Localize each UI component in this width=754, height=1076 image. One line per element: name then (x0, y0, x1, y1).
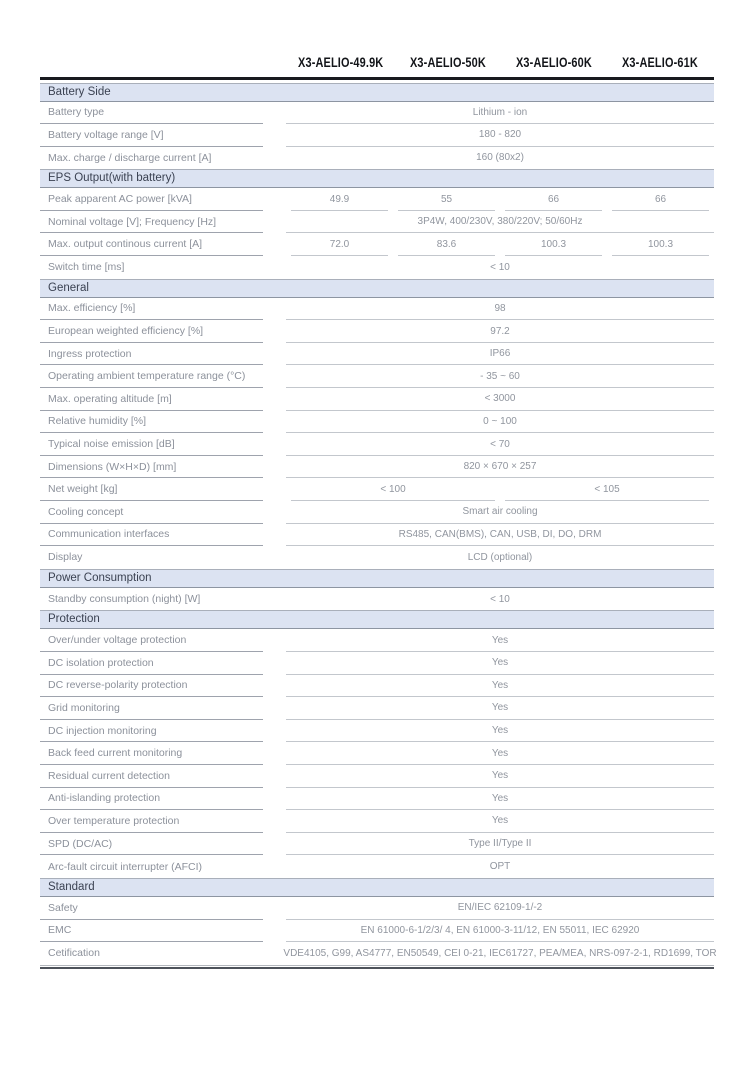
label-value-gap (263, 588, 286, 611)
row-values (286, 720, 714, 743)
row-label: DC reverse-polarity protection (40, 675, 263, 698)
row-values (286, 188, 714, 211)
value-cell: 820 × 670 × 257 (286, 456, 714, 479)
value-cell: Yes (286, 720, 714, 743)
label-value-gap (263, 524, 286, 547)
row-label: DC isolation protection (40, 652, 263, 675)
row-values (286, 456, 714, 479)
spec-row (40, 124, 714, 147)
value-cell: Yes (286, 652, 714, 675)
spec-row (40, 855, 714, 878)
value-cell: Yes (286, 765, 714, 788)
section-header: Battery Side (40, 83, 714, 102)
row-label: SPD (DC/AC) (40, 833, 263, 856)
spec-sheet-page (0, 52, 754, 1076)
table-body (40, 83, 717, 965)
value-cell: 3P4W, 400/230V, 380/220V; 50/60Hz (286, 211, 714, 234)
spec-row (40, 501, 714, 524)
spec-row (40, 942, 717, 965)
spec-row (40, 256, 714, 279)
row-values (286, 652, 714, 675)
spec-row (40, 433, 714, 456)
row-label: Cooling concept (40, 501, 263, 524)
row-values (286, 742, 714, 765)
row-values (286, 588, 714, 611)
model-name: X3-AELIO-60K (516, 54, 593, 70)
row-values (286, 675, 714, 698)
spec-row (40, 720, 714, 743)
row-label: DC injection monitoring (40, 720, 263, 743)
value-cell: < 3000 (286, 388, 714, 411)
value-cell: Lithium - ion (286, 102, 714, 125)
row-values (286, 102, 714, 125)
row-values (286, 433, 714, 456)
value-cell: 66 (612, 188, 709, 211)
value-cell: LCD (optional) (467, 551, 533, 563)
value-cell: Type II/Type II (286, 833, 714, 856)
row-values (286, 388, 714, 411)
row-label: EMC (40, 920, 263, 943)
row-values (286, 211, 714, 234)
label-value-gap (263, 124, 286, 147)
label-value-gap (263, 675, 286, 698)
label-value-gap (263, 188, 286, 211)
value-cell: 0 ~ 100 (286, 411, 714, 434)
model-name: X3-AELIO-49.9K (298, 54, 384, 70)
value-cell: 100.3 (612, 233, 709, 256)
value-cell: 55 (398, 188, 495, 211)
row-values (286, 855, 714, 878)
spec-row (40, 233, 714, 256)
label-value-gap (263, 788, 286, 811)
label-value-gap (263, 211, 286, 234)
value-cell: 98 (286, 298, 714, 321)
row-label: Ingress protection (40, 343, 263, 366)
row-label: Arc-fault circuit interrupter (AFCI) (48, 860, 203, 873)
spec-row (40, 102, 714, 125)
label-value-gap (263, 765, 286, 788)
row-label: Max. charge / discharge current [A] (48, 151, 212, 164)
spec-row (40, 788, 714, 811)
row-values (286, 524, 714, 547)
label-value-gap (263, 897, 286, 920)
spec-row (40, 546, 714, 569)
label-value-gap (263, 343, 286, 366)
section-header: Power Consumption (40, 569, 714, 588)
row-values (286, 833, 714, 856)
spec-row (40, 456, 714, 479)
label-value-gap (263, 501, 286, 524)
spec-row (40, 188, 714, 211)
label-value-gap (263, 652, 286, 675)
value-cell: < 10 (490, 261, 510, 273)
row-values (286, 629, 714, 652)
row-values (286, 501, 714, 524)
value-cell: 66 (505, 188, 602, 211)
row-values (286, 411, 714, 434)
spec-row (40, 652, 714, 675)
row-values (286, 256, 714, 279)
spec-row (40, 833, 714, 856)
row-label: Battery voltage range [V] (40, 124, 263, 147)
row-label: Max. operating altitude [m] (40, 388, 263, 411)
spec-row (40, 388, 714, 411)
value-cell: 72.0 (291, 233, 388, 256)
value-cell: RS485, CAN(BMS), CAN, USB, DI, DO, DRM (286, 524, 714, 547)
value-cell: 97.2 (286, 320, 714, 343)
value-cell: IP66 (286, 343, 714, 366)
row-label: Dimensions (W×H×D) [mm] (40, 456, 263, 479)
row-label: Relative humidity [%] (40, 411, 263, 434)
row-label: Switch time [ms] (48, 261, 125, 274)
value-cell: Yes (286, 742, 714, 765)
label-value-gap (263, 256, 286, 279)
label-value-gap (263, 456, 286, 479)
row-label: Typical noise emission [dB] (40, 433, 263, 456)
value-cell: Yes (286, 788, 714, 811)
label-value-gap (263, 810, 286, 833)
value-cell: 49.9 (291, 188, 388, 211)
table-bottom-rule (40, 965, 714, 969)
row-label: Residual current detection (40, 765, 263, 788)
spec-row (40, 211, 714, 234)
row-values (286, 320, 714, 343)
label-value-gap (263, 920, 286, 943)
label-value-gap (263, 629, 286, 652)
spec-row (40, 320, 714, 343)
value-cell: Smart air cooling (286, 501, 714, 524)
section-header: Standard (40, 878, 714, 897)
row-label: Battery type (40, 102, 263, 125)
label-value-gap (263, 298, 286, 321)
model-name: X3-AELIO-61K (622, 54, 699, 70)
label-value-gap (263, 233, 286, 256)
spec-row (40, 810, 714, 833)
row-values (283, 942, 717, 965)
row-label: Back feed current monitoring (40, 742, 263, 765)
row-values (286, 897, 714, 920)
row-values (286, 478, 714, 501)
row-values (286, 124, 714, 147)
row-label: Over temperature protection (40, 810, 263, 833)
label-value-gap (263, 320, 286, 343)
row-values (286, 147, 714, 170)
row-values (286, 233, 714, 256)
value-cell: 180 - 820 (286, 124, 714, 147)
value-cell: - 35 ~ 60 (286, 365, 714, 388)
row-values (286, 343, 714, 366)
spec-row (40, 343, 714, 366)
model-name: X3-AELIO-50K (410, 54, 487, 70)
value-cell: Yes (286, 810, 714, 833)
row-label: Grid monitoring (40, 697, 263, 720)
row-label: Peak apparent AC power [kVA] (40, 188, 263, 211)
section-header: General (40, 279, 714, 298)
row-label: Communication interfaces (40, 524, 263, 547)
model-header-row (286, 52, 713, 70)
spec-row (40, 365, 714, 388)
label-value-gap (263, 478, 286, 501)
table-top-rule (40, 77, 714, 80)
value-cell: EN 61000-6-1/2/3/ 4, EN 61000-3-11/12, EN 55011, IEC 62920 (286, 920, 714, 943)
label-value-gap (263, 147, 286, 170)
spec-table (40, 52, 717, 969)
row-label: Anti-islanding protection (40, 788, 263, 811)
spec-row (40, 742, 714, 765)
label-value-gap (263, 433, 286, 456)
row-values (286, 298, 714, 321)
value-cell: < 70 (286, 433, 714, 456)
label-value-gap (263, 546, 286, 569)
spec-row (40, 588, 714, 611)
spec-row (40, 675, 714, 698)
spec-row (40, 411, 714, 434)
row-values (286, 546, 714, 569)
spec-row (40, 920, 714, 943)
row-label: Nominal voltage [V]; Frequency [Hz] (40, 211, 263, 234)
spec-row (40, 524, 714, 547)
row-label: Net weight [kg] (40, 478, 263, 501)
value-cell: 160 (80x2) (476, 152, 524, 164)
value-cell: < 100 (291, 478, 495, 501)
label-value-gap (263, 855, 286, 878)
row-label: Standby consumption (night) [W] (48, 593, 201, 606)
row-label: Safety (40, 897, 263, 920)
value-cell: 83.6 (398, 233, 495, 256)
label-value-gap (263, 742, 286, 765)
spec-row (40, 478, 714, 501)
value-cell: VDE4105, G99, AS4777, EN50549, CEI 0-21, IEC61727, PEA/MEA, NRS-097-2-1, RD1699, TOR (283, 947, 717, 959)
value-cell: < 105 (505, 478, 709, 501)
spec-row (40, 629, 714, 652)
label-value-gap (263, 720, 286, 743)
row-label: Over/under voltage protection (40, 629, 263, 652)
row-values (286, 788, 714, 811)
label-value-gap (263, 102, 286, 125)
row-label: Display (48, 551, 83, 564)
row-label: Max. efficiency [%] (40, 298, 263, 321)
spec-row (40, 897, 714, 920)
row-label: Max. output continous current [A] (40, 233, 263, 256)
label-value-gap (263, 411, 286, 434)
row-values (286, 920, 714, 943)
spec-row (40, 697, 714, 720)
spec-row (40, 765, 714, 788)
value-cell: 100.3 (505, 233, 602, 256)
spec-row (40, 147, 714, 170)
row-label: European weighted efficiency [%] (40, 320, 263, 343)
value-cell: < 10 (490, 593, 510, 605)
value-cell: Yes (286, 629, 714, 652)
row-values (286, 697, 714, 720)
value-cell: EN/IEC 62109-1/-2 (286, 897, 714, 920)
row-values (286, 810, 714, 833)
label-value-gap (263, 833, 286, 856)
label-value-gap (263, 365, 286, 388)
value-cell: OPT (489, 861, 511, 873)
label-value-gap (263, 697, 286, 720)
value-cell: Yes (286, 697, 714, 720)
label-value-gap (263, 388, 286, 411)
section-header: EPS Output(with battery) (40, 169, 714, 188)
spec-row (40, 298, 714, 321)
row-label: Operating ambient temperature range (°C) (40, 365, 263, 388)
section-header: Protection (40, 610, 714, 629)
row-values (286, 365, 714, 388)
row-label: Cetification (48, 947, 100, 960)
value-cell: Yes (286, 675, 714, 698)
row-values (286, 765, 714, 788)
